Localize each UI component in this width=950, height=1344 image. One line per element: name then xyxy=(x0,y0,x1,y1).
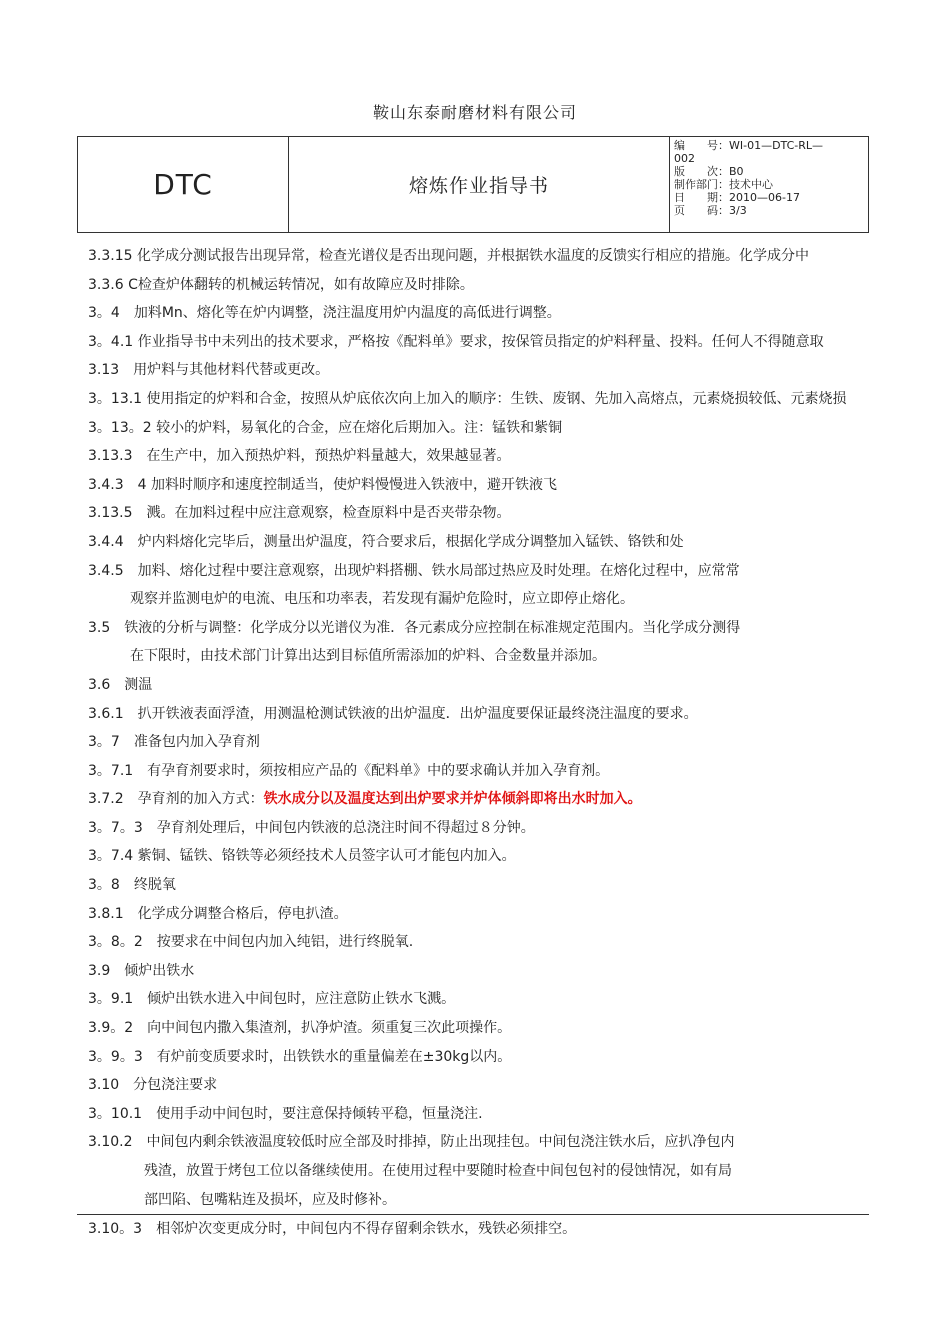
body-line: 3.8.1 化学成分调整合格后，停电扒渣。 xyxy=(88,905,348,922)
meta-date: 日 期：2010—06-17 xyxy=(674,191,800,204)
body-line: 在下限时，由技术部门计算出达到目标值所需添加的炉料、合金数量并添加。 xyxy=(88,648,606,665)
section-heading: 3。7 准备包内加入孕育剂 xyxy=(88,734,260,751)
company-name: 鞍山东泰耐磨材料有限公司 xyxy=(372,103,577,122)
highlight-text: 铁水成分以及温度达到出炉要求并炉体倾斜即将出水时加入。 xyxy=(263,791,642,808)
footer-divider xyxy=(77,1214,869,1215)
body-line-last: 3.10。3 相邻炉次变更成分时，中间包内不得存留剩余铁水，残铁必须排空。 xyxy=(88,1221,577,1237)
inoculant-label: 3.7.2 孕育剂的加入方式： xyxy=(88,791,264,808)
body-line: 3。7.1 有孕育剂要求时，须按相应产品的《配料单》中的要求确认并加入孕育剂。 xyxy=(88,762,610,779)
body-line: 3。7。3 孕育剂处理后，中间包内铁液的总浇注时间不得超过８分钟。 xyxy=(88,819,535,836)
body-line: 3.6.1 扒开铁液表面浮渣，用测温枪测试铁液的出炉温度．出炉温度要保证最终浇注温度的要求。 xyxy=(88,705,698,722)
body-line: 3.13.5 溅。在加料过程中应注意观察，检查原料中是否夹带杂物。 xyxy=(88,505,511,522)
section-heading: 3.10 分包浇注要求 xyxy=(88,1077,218,1094)
body-line: 3。13。2 较小的炉料，易氧化的合金，应在熔化后期加入。注：锰铁和紫铜 xyxy=(88,419,563,436)
body-line: 观察并监测电炉的电流、电压和功率表，若发现有漏炉危险时，应立即停止熔化。 xyxy=(88,591,634,608)
section-heading: 3.6 测温 xyxy=(88,676,153,693)
meta-doc-number-suffix: 002 xyxy=(674,152,695,165)
section-heading: 3。8 终脱氧 xyxy=(88,877,176,894)
section-heading: 3.9 倾炉出铁水 xyxy=(88,962,195,979)
meta-doc-number: 编 号：WI-01—DTC-RL— xyxy=(674,139,824,152)
body-line: 3.10.2 中间包内剩余铁液温度较低时应全部及时排掉，防止出现挂包。中间包浇注铁水后，应扒净包内 xyxy=(88,1134,735,1151)
meta-department: 制作部门：技术中心 xyxy=(674,178,773,191)
body-line: 3。10.1 使用手动中间包时，要注意保持倾转平稳，恒量浇注. xyxy=(88,1105,483,1122)
body-line: 部凹陷、包嘴粘连及损坏，应及时修补。 xyxy=(88,1191,396,1208)
body-line-inoculant xyxy=(88,785,863,814)
document-meta xyxy=(670,137,868,232)
meta-version: 版 次：B0 xyxy=(674,165,744,178)
body-line: 3。13.1 使用指定的炉料和合金，按照从炉底依次向上加入的顺序：生铁、废钢、先加入高熔点，元素烧损较低、元素烧损 xyxy=(88,390,847,407)
document-body xyxy=(88,242,863,1214)
document-title: 熔炼作业指导书 xyxy=(289,137,670,232)
body-line: 3。7.4 紫铜、锰铁、铬铁等必须经技术人员签字认可才能包内加入。 xyxy=(88,848,516,865)
body-line: 3.9。2 向中间包内撒入集渣剂，扒净炉渣。须重复三次此项操作。 xyxy=(88,1020,512,1037)
body-line: 3.4.5 加料、熔化过程中要注意观察，出现炉料搭棚、铁水局部过热应及时处理。在熔化过程中，应常常 xyxy=(88,562,740,579)
body-line: 3。9.1 倾炉出铁水进入中间包时，应注意防止铁水飞溅。 xyxy=(88,991,456,1008)
body-line: 3.13 用炉料与其他材料代替或更改。 xyxy=(88,362,330,379)
body-line: 3。8。2 按要求在中间包内加入纯铝，进行终脱氧. xyxy=(88,934,414,951)
body-line: 3。9。3 有炉前变质要求时，出铁铁水的重量偏差在±30kg以内。 xyxy=(88,1048,512,1065)
body-line: 3.5 铁液的分析与调整：化学成分以光谱仪为准．各元素成分应控制在标准规定范围内。当化学成分测得 xyxy=(88,619,741,636)
meta-page: 页 码：3/3 xyxy=(674,204,747,217)
body-line: 残渣，放置于烤包工位以备继续使用。在使用过程中要随时检查中间包包衬的侵蚀情况，如有局 xyxy=(88,1163,732,1179)
body-line: 3.13.3 在生产中，加入预热炉料，预热炉料量越大，效果越显著。 xyxy=(88,448,511,465)
body-line: 3.4.3 4 加料时顺序和速度控制适当，使炉料慢慢进入铁液中，避开铁液飞 xyxy=(88,476,557,493)
document-header xyxy=(77,136,869,233)
body-line: 3。4.1 作业指导书中未列出的技术要求，严格按《配料单》要求，按保管员指定的炉料秤量、投料。任何人不得随意取 xyxy=(88,333,824,350)
body-line: 3.4.4 炉内料熔化完毕后，测量出炉温度，符合要求后，根据化学成分调整加入锰铁、铬铁和处 xyxy=(88,533,684,550)
body-line: 3.3.6 C检查炉体翻转的机械运转情况，如有故障应及时排除。 xyxy=(88,276,474,293)
body-line: 3.3.15 化学成分测试报告出现异常，检查光谱仪是否出现问题，并根据铁水温度的反馈实行相应的措施。化学成分中 xyxy=(88,248,809,264)
company-logo: DTC xyxy=(78,137,289,232)
body-line: 3。4 加料Mn、熔化等在炉内调整，浇注温度用炉内温度的高低进行调整。 xyxy=(88,305,561,322)
